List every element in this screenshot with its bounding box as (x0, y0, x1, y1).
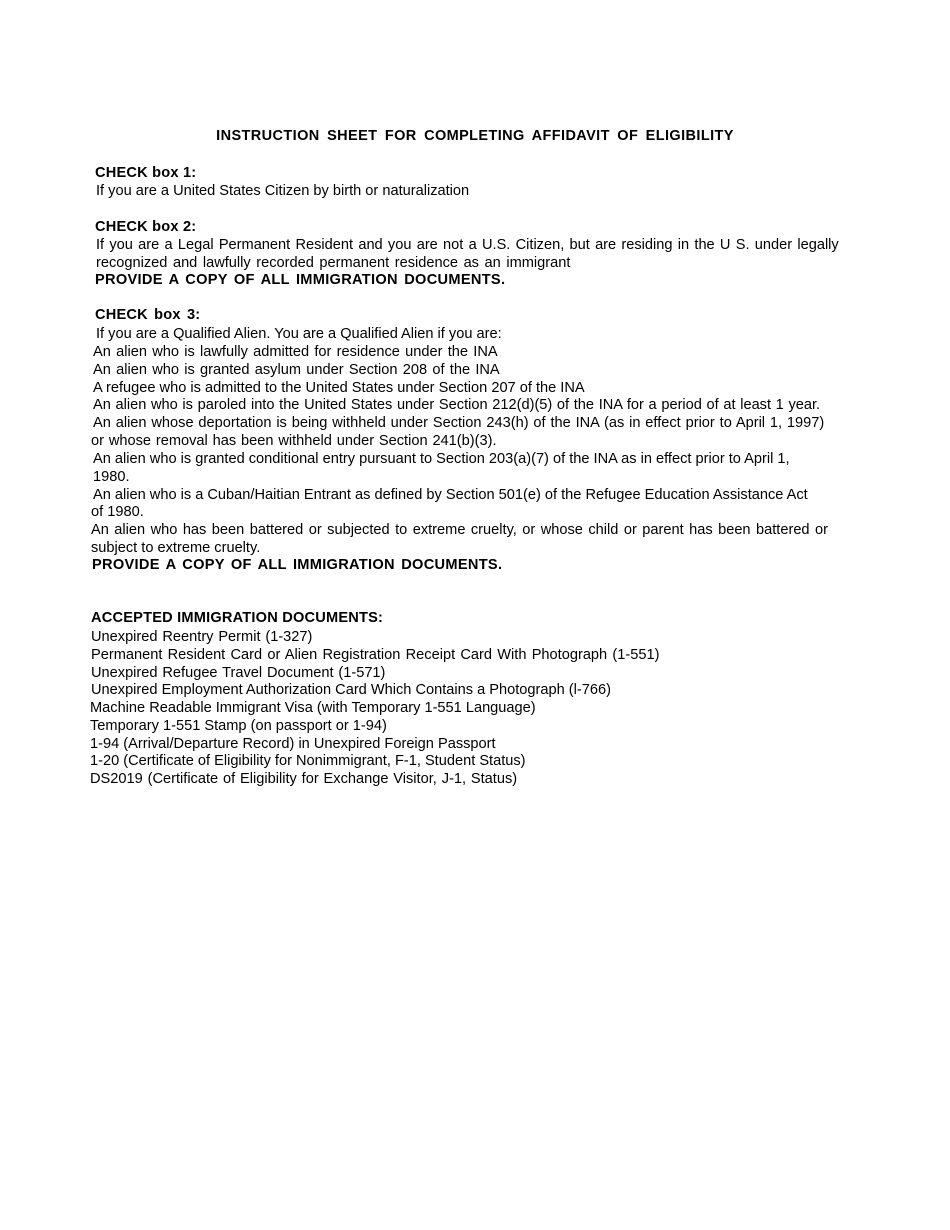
box3-line: An alien who is granted asylum under Section 208 of the INA (93, 362, 500, 378)
box3-provide-notice: PROVIDE A COPY OF ALL IMMIGRATION DOCUMENTS. (92, 557, 503, 573)
box3-line: An alien who is granted conditional entry pursuant to Section 203(a)(7) of the INA as in effect prior to April 1, (93, 451, 790, 467)
box2-provide-notice: PROVIDE A COPY OF ALL IMMIGRATION DOCUMENTS. (95, 272, 506, 288)
box1-text: If you are a United States Citizen by birth or naturalization (96, 183, 470, 199)
box3-line: An alien who has been battered or subjected to extreme cruelty, or whose child or parent has been battered or (91, 522, 828, 538)
box3-line: An alien who is lawfully admitted for residence under the INA (93, 344, 498, 360)
document-item: Permanent Resident Card or Alien Registration Receipt Card With Photograph (1-551) (91, 647, 660, 663)
box3-line: An alien whose deportation is being withheld under Section 243(h) of the INA (as in effect prior to April 1, 1997) (93, 415, 825, 431)
box3-line: An alien who is a Cuban/Haitian Entrant as defined by Section 501(e) of the Refugee Education Assistance Act (93, 487, 808, 503)
document-item: Unexpired Employment Authorization Card Which Contains a Photograph (l-766) (91, 682, 611, 698)
documents-heading: ACCEPTED IMMIGRATION DOCUMENTS: (91, 610, 384, 626)
box3-heading: CHECK box 3: (95, 307, 201, 323)
document-title: INSTRUCTION SHEET FOR COMPLETING AFFIDAVIT OF ELIGIBILITY (216, 128, 734, 144)
document-item: 1-20 (Certificate of Eligibility for Nonimmigrant, F-1, Student Status) (90, 753, 526, 769)
document-item: 1-94 (Arrival/Departure Record) in Unexpired Foreign Passport (90, 736, 496, 752)
box3-line: 1980. (93, 469, 130, 485)
box2-heading: CHECK box 2: (95, 219, 197, 235)
box2-line: recognized and lawfully recorded permanent residence as an immigrant (96, 255, 571, 271)
box3-line: A refugee who is admitted to the United States under Section 207 of the INA (93, 380, 585, 396)
box3-line: subject to extreme cruelty. (91, 540, 261, 556)
box3-line: If you are a Qualified Alien. You are a Qualified Alien if you are: (96, 326, 502, 342)
box1-heading: CHECK box 1: (95, 165, 197, 181)
box3-line: An alien who is paroled into the United States under Section 212(d)(5) of the INA for a period of at least 1 year. (93, 397, 821, 413)
document-item: Machine Readable Immigrant Visa (with Temporary 1-551 Language) (90, 700, 536, 716)
document-item: Temporary 1-551 Stamp (on passport or 1-94) (90, 718, 387, 734)
box2-line: If you are a Legal Permanent Resident and you are not a U.S. Citizen, but are residing in the U S. under legally (96, 237, 839, 253)
document-item: Unexpired Refugee Travel Document (1-571) (91, 665, 386, 681)
box3-line: of 1980. (91, 504, 144, 520)
document-item: Unexpired Reentry Permit (1-327) (91, 629, 313, 645)
box3-line: or whose removal has been withheld under Section 241(b)(3). (91, 433, 497, 449)
document-item: DS2019 (Certificate of Eligibility for Exchange Visitor, J-1, Status) (90, 771, 518, 787)
